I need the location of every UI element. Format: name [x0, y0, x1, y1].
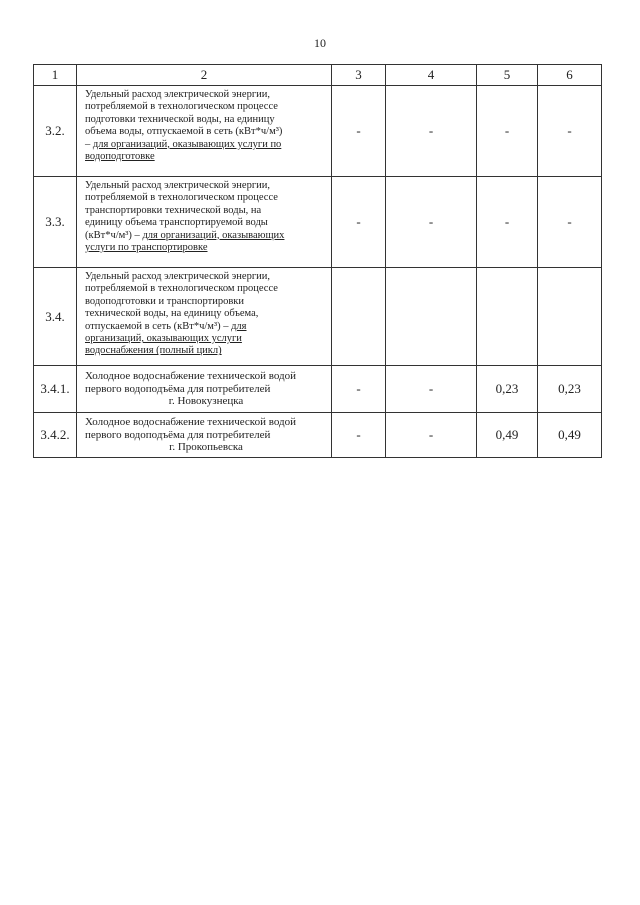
description-line: г. Новокузнецка [168, 395, 244, 408]
description-line: подготовки технической воды, на единицу [85, 113, 275, 125]
row-description [77, 413, 332, 458]
description-underlined: услуги по транспортировке [85, 242, 208, 254]
value-cell: - [538, 177, 602, 268]
value-cell: - [386, 413, 477, 458]
description-line: Удельный расход электрической энергии, [85, 89, 271, 100]
column-header: 4 [386, 65, 477, 86]
description-line: Удельный расход электрической энергии, [85, 180, 271, 191]
description-line [85, 151, 327, 163]
description-line: потребляемой в технологическом процессе [85, 283, 278, 295]
description-prefix: отпускаемой в сеть (кВт*ч/м³) – [85, 320, 232, 332]
value-cell [386, 268, 477, 366]
value-cell: - [538, 86, 602, 177]
value-cell: - [477, 86, 538, 177]
description-line: первого водоподъёма для потребителей [85, 428, 271, 441]
description-line [85, 242, 327, 254]
value-cell [538, 268, 602, 366]
row-number: 3.4.2. [34, 413, 77, 458]
value-cell: 0,49 [477, 413, 538, 458]
description-line: водоподготовки и транспортировки [85, 295, 245, 307]
table-row [34, 268, 602, 366]
indicators-table [33, 64, 602, 458]
description-line [85, 345, 327, 357]
column-header: 1 [34, 65, 77, 86]
description-line: г. Прокопьевска [169, 441, 243, 454]
page-number: 10 [314, 36, 326, 50]
value-cell: - [477, 177, 538, 268]
description-line: Холодное водоснабжение технической водой [85, 416, 297, 429]
column-header: 5 [477, 65, 538, 86]
value-cell [477, 268, 538, 366]
value-cell: - [332, 86, 386, 177]
row-number: 3.4.1. [34, 366, 77, 413]
description-line: Холодное водоснабжение технической водой [85, 370, 297, 383]
column-header: 3 [332, 65, 386, 86]
description-line: объема воды, отпускаемой в сеть (кВт*ч/м³) [85, 126, 283, 138]
description-line: технической воды, на единицу объема, [85, 308, 259, 320]
table-row [34, 366, 602, 413]
value-cell: 0,23 [538, 366, 602, 413]
column-header: 2 [77, 65, 332, 86]
table-row [34, 413, 602, 458]
description-line: транспортировки технической воды, на [85, 204, 262, 216]
value-cell: - [386, 177, 477, 268]
description-underlined: для организаций, оказывающих [142, 229, 285, 241]
description-line [85, 321, 327, 333]
value-cell: - [386, 86, 477, 177]
value-cell: 0,49 [538, 413, 602, 458]
description-underlined: водоподготовке [85, 151, 155, 163]
value-cell: - [332, 177, 386, 268]
description-underlined: для [231, 320, 247, 332]
description-line [85, 333, 327, 345]
description-line: единицу объема транспортируемой воды [85, 217, 268, 229]
table-header-row [34, 65, 602, 86]
description-line [85, 230, 327, 242]
description-line: Удельный расход электрической энергии, [85, 271, 271, 282]
table-row [34, 86, 602, 177]
description-line: потребляемой в технологическом процессе [85, 101, 278, 113]
description-line [85, 139, 327, 151]
value-cell [332, 268, 386, 366]
row-number: 3.3. [34, 177, 77, 268]
value-cell: 0,23 [477, 366, 538, 413]
value-cell: - [332, 413, 386, 458]
description-line: потребляемой в технологическом процессе [85, 192, 278, 204]
row-description [77, 86, 332, 177]
table-row [34, 177, 602, 268]
row-number: 3.4. [34, 268, 77, 366]
description-prefix: (кВт*ч/м³) – [85, 229, 143, 241]
row-description [77, 268, 332, 366]
description-prefix: – [85, 138, 93, 150]
description-underlined: организаций, оказывающих услуги [85, 333, 242, 345]
row-description [77, 177, 332, 268]
row-description [77, 366, 332, 413]
description-underlined: для организаций, оказывающих услуги по [92, 138, 282, 150]
description-underlined: водоснабжения (полный цикл) [85, 345, 222, 357]
value-cell: - [332, 366, 386, 413]
column-header: 6 [538, 65, 602, 86]
description-line: первого водоподъёма для потребителей [85, 382, 271, 395]
row-number: 3.2. [34, 86, 77, 177]
value-cell: - [386, 366, 477, 413]
